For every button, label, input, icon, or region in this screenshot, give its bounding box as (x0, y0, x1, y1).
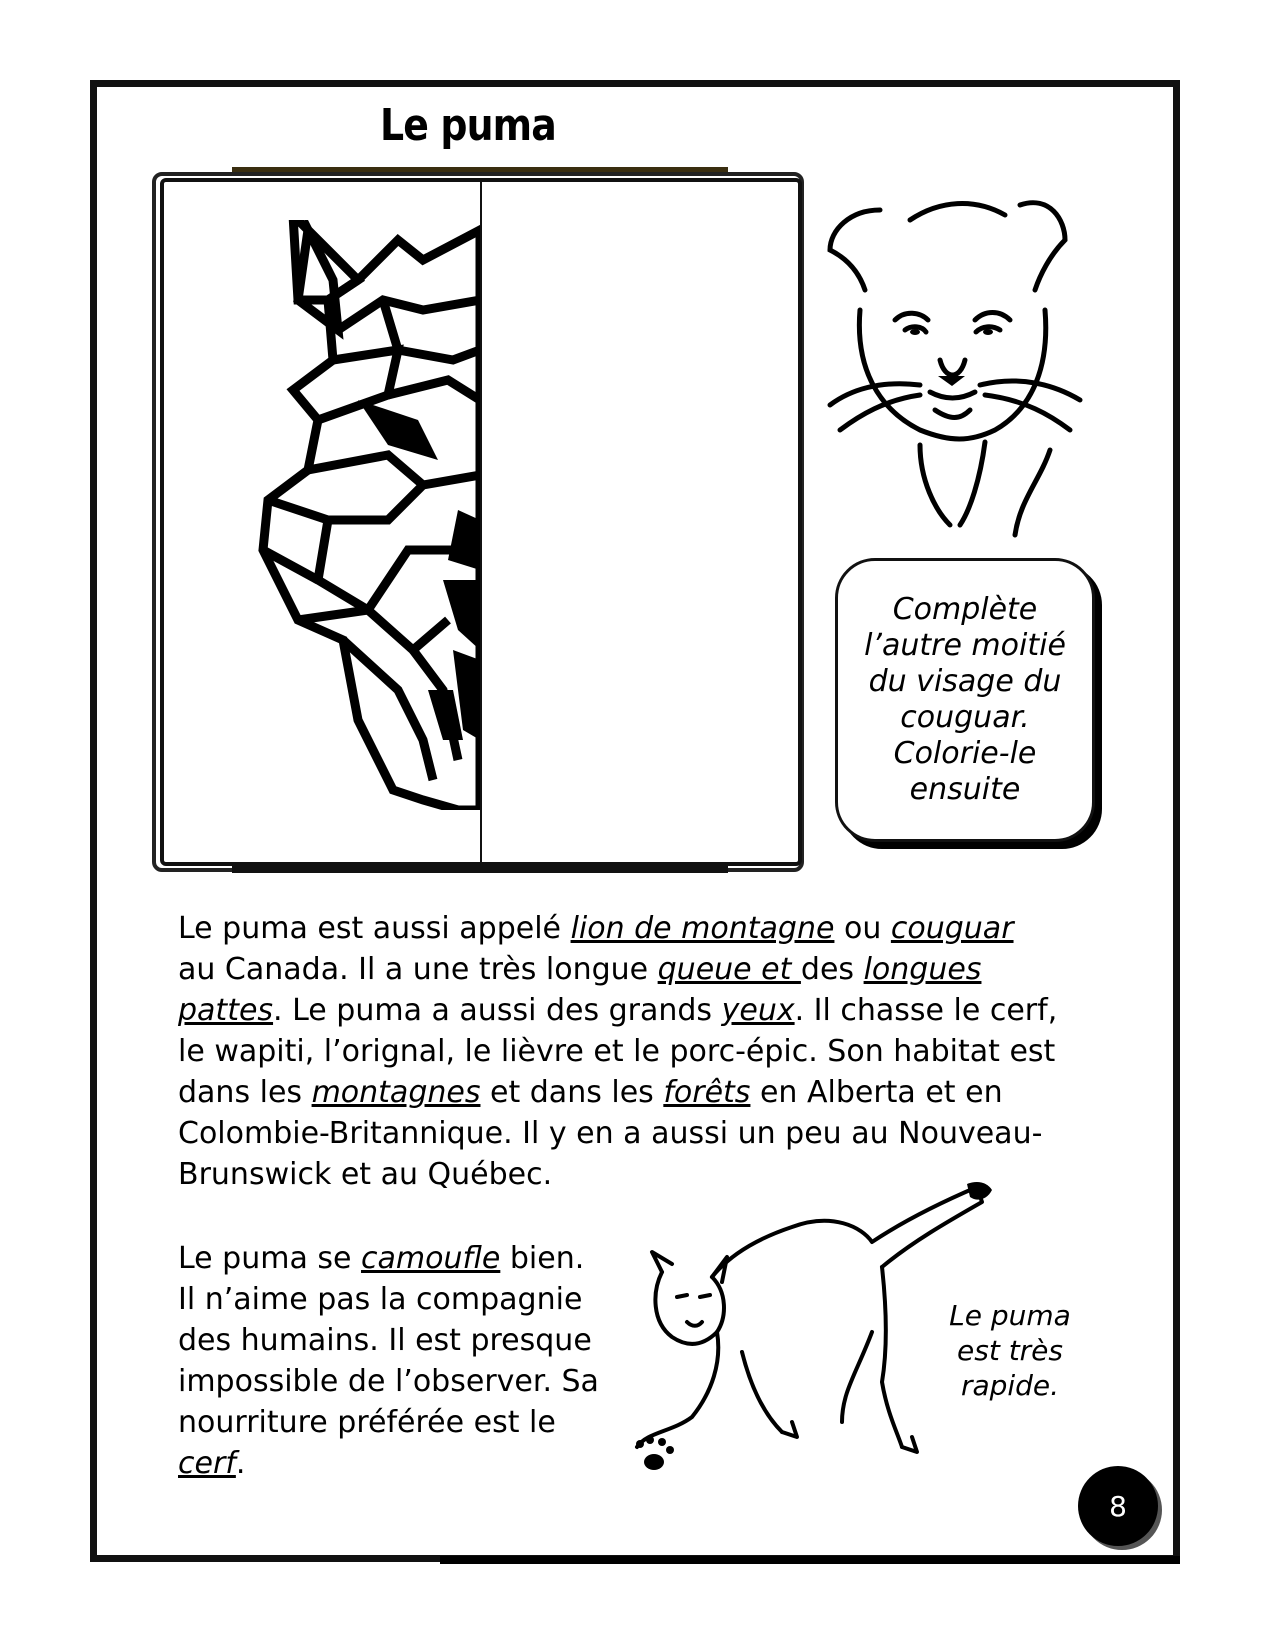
page-number-badge (1078, 1466, 1158, 1546)
puma-caption: Le puma est très rapide. (949, 1299, 1071, 1402)
text-segment: au Canada. Il a une très longue (178, 952, 658, 987)
half-cougar-face-drawing (248, 220, 480, 810)
underlined-keyword: camoufle (361, 1241, 501, 1276)
page-number: 8 (1109, 1489, 1127, 1523)
underlined-keyword: cerf (178, 1446, 236, 1481)
description-paragraph (178, 908, 1058, 1195)
camouflage-paragraph (178, 1238, 608, 1484)
underlined-keyword: forêts (663, 1075, 751, 1110)
text-segment: ou (834, 911, 891, 946)
text-segment: . Le puma a aussi des grands (273, 993, 722, 1028)
underlined-keyword: queue et (657, 952, 801, 987)
text-segment: . (235, 1446, 246, 1481)
text-segment: bien. Il n’aime pas la compagnie des humains. Il est presque impossible de l’observer. Sa nourriture préférée est le (178, 1241, 599, 1440)
page-title: Le puma (380, 100, 556, 151)
underlined-keyword: couguar (890, 911, 1014, 946)
underlined-keyword: lion de montagne (570, 911, 835, 946)
text-segment: en Alberta et en Colombie-Britannique. Il y en a aussi un peu au Nouveau-Brunswick et au Québec. (178, 1075, 1043, 1192)
text-segment: et dans les (480, 1075, 664, 1110)
text-segment: . Il chasse le cerf, le wapiti, l’orignal, le lièvre et le porc-épic. Son habitat est dans les (178, 993, 1058, 1110)
instruction-speech-bubble (835, 558, 1095, 842)
text-segment: des (800, 952, 864, 987)
text-segment: Le puma se (178, 1241, 362, 1276)
symmetry-line (480, 180, 482, 864)
instruction-text: Complète l’autre moitié du visage du couguar. Colorie-le ensuite (864, 592, 1066, 807)
underlined-keyword: yeux (721, 993, 795, 1028)
underlined-keyword: montagnes (311, 1075, 481, 1110)
cougar-head-illustration (810, 180, 1110, 560)
text-segment: Le puma est aussi appelé (178, 911, 571, 946)
drawing-bottom-edge (232, 866, 728, 873)
frame-shadow (440, 1556, 1180, 1564)
underlined-keyword: longues pattes (178, 952, 982, 1028)
